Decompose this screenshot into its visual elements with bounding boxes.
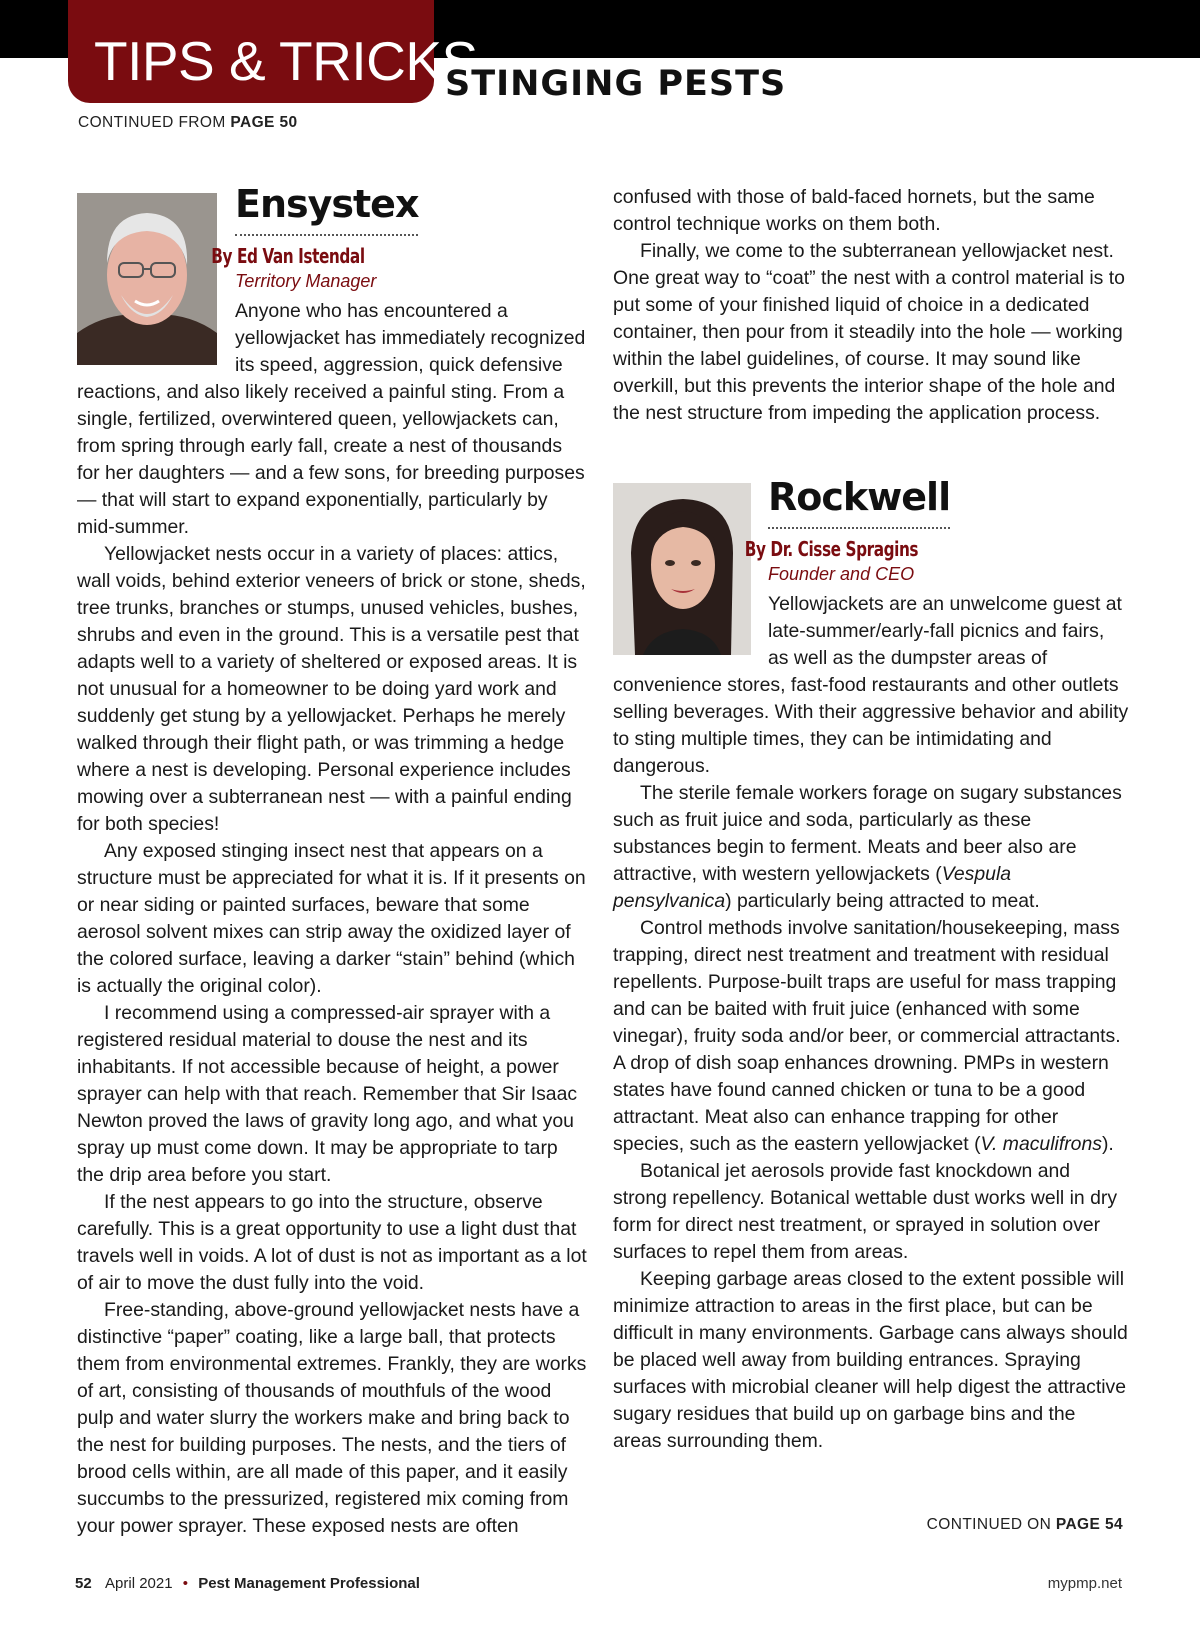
body-paragraph: Finally, we come to the subterranean yellowjacket nest. One great way to “coat” the nest with a control material is to put some of your finished liquid of choice in a dedicated container, then pour from it steadily into the hole — working within the label guidelines, of course. It may sound like overkill, but this prevents the interior shape of the hole and the nest structure from impeding the application process.	[613, 240, 1125, 424]
continued-from-prefix: CONTINUED FROM	[78, 114, 231, 131]
company-name-ensystex: Ensystex	[235, 180, 418, 236]
continued-on-prefix: CONTINUED ON	[926, 1516, 1056, 1533]
body-paragraph: If the nest appears to go into the structure, observe carefully. This is a great opportunity to use a light dust that travels well in voids. A lot of dust is not as important as a lot of air to move the dust fully into the void.	[77, 1191, 587, 1294]
footer-bullet: •	[182, 1575, 189, 1592]
author-byline-ensystex: By Ed Van Istendal	[211, 244, 365, 268]
author-photo-ensystex	[77, 193, 217, 365]
body-paragraph: Free-standing, above-ground yellowjacket nests have a distinctive “paper” coating, like a large ball, that protects them from environmental extremes. Frankly, they are works of art, consisting of thousands of mouthfuls of the wood pulp and water slurry the workers make and bring back to the nest for building purposes. The nests, and the tiers of brood cells within, are all made of this paper, and it easily succumbs to the pressurized, registered mix coming from your power sprayer. These exposed nests are often	[77, 1299, 587, 1537]
continued-from-page: PAGE 50	[230, 114, 298, 131]
body-paragraph: Botanical jet aerosols provide fast knockdown and strong repellency. Botanical wettable dust works well in dry form for direct nest treatment, or sprayed in solution over surfaces to repel them from areas.	[613, 1160, 1118, 1263]
species-name: V. maculifrons	[980, 1133, 1102, 1155]
species-name: Vespula pensylvanica	[613, 863, 1012, 912]
portrait-man-icon	[77, 193, 217, 365]
portrait-woman-icon	[613, 483, 751, 655]
magazine-name: Pest Management Professional	[198, 1575, 420, 1592]
body-paragraph: Yellowjackets are an unwelcome guest at late-summer/early-fall picnics and fairs, as well as the dumpster areas of convenience stores, fast-food restaurants and other outlets selling beverages. With their aggressive behavior and ability to sting multiple times, they can be intimidating and dangerous.	[613, 593, 1129, 777]
right-column	[613, 184, 1129, 1455]
section-title: STINGING PESTS	[445, 64, 787, 104]
body-paragraph: Anyone who has encountered a yellowjacket has immediately recognized its speed, aggression, quick defensive reactions, and also likely received a painful sting. From a single, fertilized, overwintered queen, yellowjackets can, from spring through early fall, create a nest of thousands for her daughters — and a few sons, for breeding purposes — that will start to expand exponentially, particularly by mid-summer.	[77, 300, 586, 538]
continued-from	[78, 113, 298, 133]
author-role-ensystex: Territory Manager	[235, 271, 377, 291]
body-paragraph: I recommend using a compressed-air sprayer with a registered residual material to douse the nest and its inhabitants. If not accessible because of height, a power sprayer can help with that reach. Remember that Sir Isaac Newton proved the laws of gravity long ago, and what you spray up must come down. It may be appropriate to tarp the drip area before you start.	[77, 1002, 578, 1186]
company-name-rockwell: Rockwell	[768, 473, 950, 529]
page-footer	[75, 1574, 420, 1594]
issue-date: April 2021	[105, 1575, 173, 1592]
body-paragraph: Any exposed stinging insect nest that appears on a structure must be appreciated for what it is. If it presents on or near siding or painted surfaces, beware that some aerosol solvent mixes can strip away the oxidized layer of the colored surface, leaving a darker “stain” behind (which is actually the original color).	[77, 840, 586, 997]
continued-on	[927, 1516, 1123, 1534]
page-number: 52	[75, 1575, 92, 1592]
author-byline-rockwell: By Dr. Cisse Spragins	[744, 537, 919, 561]
continued-on-page: PAGE 54	[1055, 1516, 1123, 1533]
body-paragraph: Yellowjacket nests occur in a variety of places: attics, wall voids, behind exterior veneers of brick or stone, sheds, tree trunks, branches or stumps, unused vehicles, bushes, shrubs and even in the ground. This is a versatile pest that adapts well to a variety of sheltered or exposed areas. It is not unusual for a homeowner to be doing yard work and suddenly get stung by a yellowjacket. Perhaps he merely walked through their flight path, or was trimming a hedge where a nest is developing. Personal experience includes mowing over a subterranean nest — with a painful ending for both species!	[77, 543, 586, 835]
author-role-rockwell: Founder and CEO	[768, 564, 915, 584]
website-url: mypmp.net	[1047, 1575, 1122, 1592]
body-paragraph: The sterile female workers forage on sugary substances such as fruit juice and soda, particularly as these substances begin to ferment. Meats and beer also are attractive, with western yellowjackets (Vespula pensylvanica) particularly being attracted to meat.	[613, 782, 1122, 912]
body-paragraph: Control methods involve sanitation/housekeeping, mass trapping, direct nest treatment and treatment with residual repellents. Purpose-built traps are useful for mass trapping and can be baited with fruit juice (enhanced with some vinegar), fruity soda and/or beer, or commercial attractants. A drop of dish soap enhances drowning. PMPs in western states have found canned chicken or tuna to be a good attractant. Meat also can enhance trapping for other species, such as the eastern yellowjacket (V. maculifrons).	[613, 917, 1121, 1155]
body-paragraph: Keeping garbage areas closed to the extent possible will minimize attraction to areas in the first place, but can be difficult in many environments. Garbage cans always should be placed well away from building entrances. Spraying surfaces with microbial cleaner will help digest the attractive sugary residues that build up on garbage bins and the areas surrounding them.	[613, 1268, 1128, 1452]
section-tab-label: TIPS & TRICKS	[94, 30, 478, 92]
author-photo-rockwell	[613, 483, 751, 655]
body-paragraph: confused with those of bald-faced hornets, but the same control technique works on them both.	[613, 186, 1095, 235]
left-column	[77, 180, 587, 1540]
